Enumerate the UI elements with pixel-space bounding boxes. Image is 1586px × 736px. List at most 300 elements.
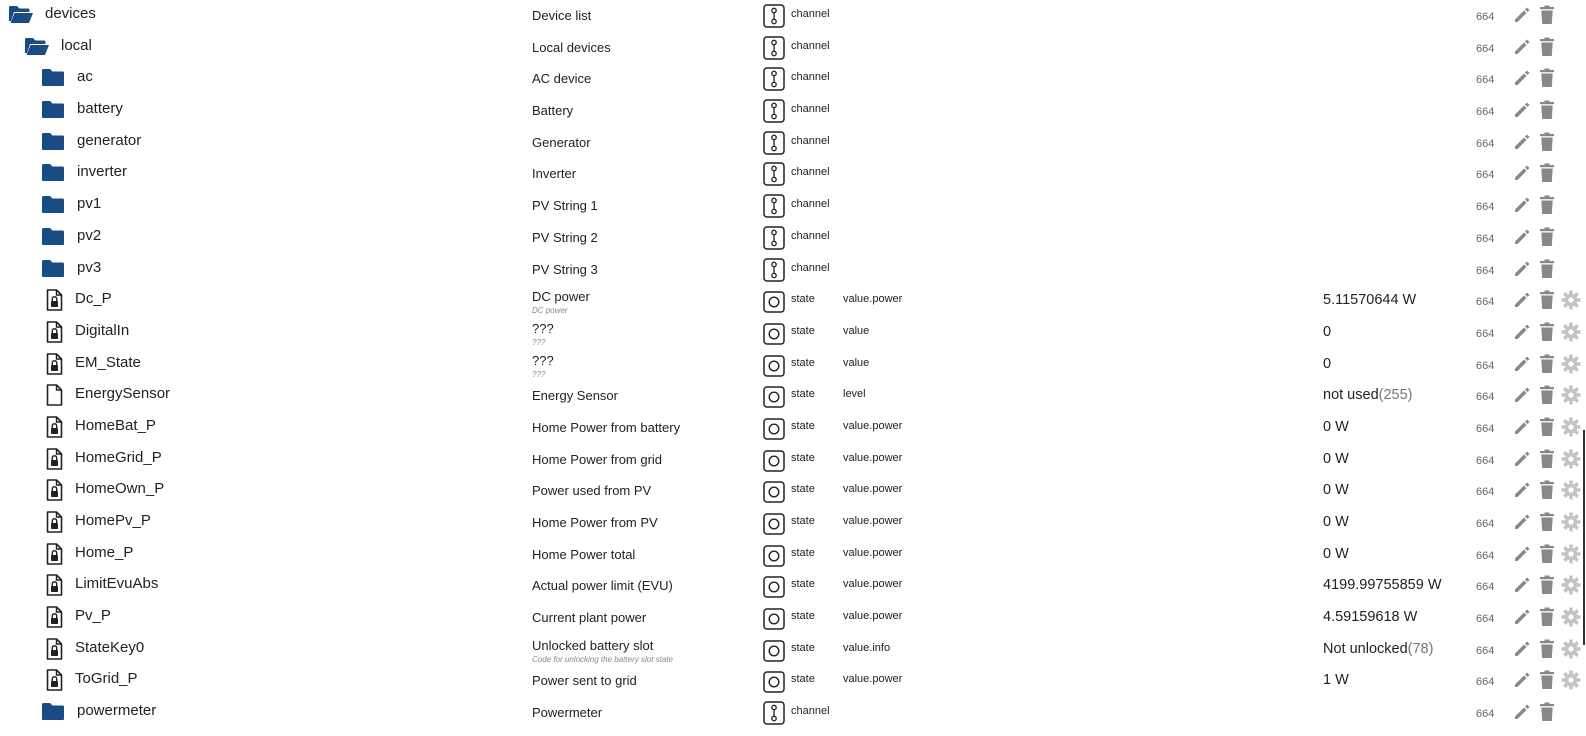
tree-row-limitevuabs[interactable]: [0, 570, 1586, 602]
tree-row-home-p[interactable]: [0, 539, 1586, 571]
object-name[interactable]: devices: [45, 5, 96, 22]
edit-button[interactable]: [1513, 101, 1531, 122]
object-value[interactable]: [1323, 672, 1349, 688]
value-text: Not unlocked: [1323, 640, 1408, 657]
trash-icon: [1539, 107, 1555, 123]
trash-icon: [1539, 519, 1555, 535]
object-description: Device list: [532, 8, 592, 23]
object-role: value.power: [843, 515, 903, 527]
object-type: state: [791, 293, 815, 306]
edit-button[interactable]: [1513, 228, 1531, 249]
object-name[interactable]: pv3: [77, 258, 102, 276]
acl-value[interactable]: 664: [1476, 232, 1495, 245]
object-name[interactable]: LimitEvuAbs: [75, 575, 159, 593]
acl-value[interactable]: 664: [1476, 454, 1495, 467]
channel-type-icon: [763, 162, 785, 189]
object-value[interactable]: [1323, 387, 1413, 403]
trash-icon: [1539, 487, 1555, 503]
pencil-icon: [1513, 106, 1531, 122]
pencil-icon: [1513, 550, 1531, 566]
settings-button[interactable]: [1561, 385, 1581, 408]
object-value[interactable]: [1323, 292, 1416, 308]
value-text: 0 W: [1323, 418, 1349, 435]
folder-open-icon: [24, 37, 50, 59]
object-value[interactable]: [1323, 482, 1349, 498]
object-type: state: [791, 610, 815, 623]
delete-button[interactable]: [1539, 290, 1555, 313]
folder-icon: [41, 163, 65, 185]
edit-button[interactable]: [1513, 703, 1531, 724]
gear-icon: [1561, 677, 1581, 693]
edit-button[interactable]: [1513, 576, 1531, 597]
channel-type-icon: [763, 701, 785, 728]
edit-button[interactable]: [1513, 355, 1531, 376]
object-description-sub: ???: [532, 369, 546, 379]
acl-value[interactable]: 664: [1476, 42, 1495, 55]
acl-value[interactable]: 664: [1476, 74, 1495, 87]
object-description: PV String 2: [532, 229, 598, 245]
tree-row-dc-p[interactable]: [0, 285, 1586, 317]
trash-icon: [1539, 361, 1555, 377]
trash-icon: [1539, 646, 1555, 662]
settings-button[interactable]: [1561, 480, 1581, 503]
trash-icon: [1539, 266, 1555, 282]
state-type-icon: [763, 640, 785, 665]
tree-row-homepv-p[interactable]: [0, 507, 1586, 539]
locked-file-icon: [46, 353, 63, 378]
pencil-icon: [1513, 708, 1531, 724]
tree-row-ac[interactable]: [0, 63, 1586, 95]
object-description: Local devices: [532, 39, 611, 55]
edit-button[interactable]: [1513, 418, 1531, 439]
channel-type-icon: [763, 131, 785, 158]
object-type: state: [791, 356, 815, 369]
object-name[interactable]: HomeBat_P: [75, 416, 156, 434]
delete-button[interactable]: [1539, 575, 1555, 598]
pencil-icon: [1513, 201, 1531, 217]
object-description: PV String 1: [532, 198, 598, 214]
object-description: Power used from PV: [532, 483, 652, 499]
object-description: DC power: [532, 289, 590, 305]
object-name[interactable]: StateKey0: [75, 638, 145, 656]
locked-file-icon: [46, 321, 63, 346]
object-description: Home Power from grid: [532, 451, 663, 467]
object-role: value.power: [843, 419, 903, 432]
edit-button[interactable]: [1513, 608, 1531, 629]
object-value[interactable]: [1323, 419, 1349, 435]
tree-row-pv2[interactable]: [0, 222, 1586, 254]
delete-button[interactable]: [1539, 227, 1555, 250]
tree-row-pv1[interactable]: [0, 190, 1586, 222]
object-description: Inverter: [532, 166, 577, 182]
object-type: state: [791, 388, 815, 401]
scrollbar[interactable]: [1583, 430, 1585, 645]
delete-button[interactable]: [1539, 702, 1555, 725]
pencil-icon: [1513, 296, 1531, 312]
object-type: state: [791, 515, 815, 527]
locked-file-icon: [46, 606, 63, 631]
trash-icon: [1539, 677, 1555, 693]
tree-row-pv3[interactable]: [0, 254, 1586, 286]
tree-row-inverter[interactable]: [0, 158, 1586, 190]
object-role: value: [843, 324, 870, 337]
gear-icon: [1561, 456, 1581, 472]
tree-row-generator[interactable]: [0, 127, 1586, 159]
settings-button[interactable]: [1561, 544, 1581, 567]
object-name[interactable]: HomeOwn_P: [75, 480, 165, 498]
acl-value[interactable]: 664: [1476, 422, 1495, 435]
trash-icon: [1539, 424, 1555, 440]
pencil-icon: [1513, 74, 1531, 90]
object-type: state: [791, 641, 815, 654]
edit-button[interactable]: [1513, 196, 1531, 217]
state-type-icon: [763, 671, 785, 696]
object-description: Current plant power: [532, 610, 647, 626]
object-type: channel: [791, 8, 830, 20]
delete-button[interactable]: [1539, 163, 1555, 186]
tree-row-local[interactable]: [0, 32, 1586, 64]
object-name[interactable]: HomeGrid_P: [75, 448, 162, 466]
object-description: Home Power total: [532, 546, 636, 562]
folder-icon: [41, 68, 65, 90]
trash-icon: [1539, 12, 1555, 28]
pencil-icon: [1513, 581, 1531, 597]
value-text: 5.11570644 W: [1323, 292, 1417, 309]
acl-value[interactable]: 664: [1476, 486, 1495, 499]
locked-file-icon: [46, 669, 63, 694]
gear-icon: [1561, 329, 1581, 345]
gear-icon: [1561, 361, 1581, 377]
value-text: 0 W: [1323, 450, 1349, 467]
acl-value[interactable]: 664: [1476, 169, 1495, 182]
acl-value[interactable]: 664: [1476, 327, 1495, 340]
object-name[interactable]: Home_P: [75, 543, 134, 561]
object-name[interactable]: local: [61, 36, 92, 54]
object-description: Energy Sensor: [532, 388, 618, 404]
acl-value[interactable]: 664: [1476, 644, 1495, 657]
locked-file-icon: [46, 574, 63, 599]
object-description: Unlocked battery slot: [532, 637, 654, 653]
edit-button[interactable]: [1513, 133, 1531, 154]
state-type-icon: [763, 386, 785, 411]
object-type: channel: [791, 39, 830, 52]
acl-value[interactable]: 664: [1476, 391, 1495, 404]
locked-file-icon: [46, 638, 63, 663]
trash-icon: [1539, 582, 1555, 598]
object-description-sub: Code for unlocking the battery slot state: [532, 654, 673, 664]
folder-icon: [41, 227, 65, 249]
object-role: value: [843, 356, 870, 369]
object-name[interactable]: Dc_P: [75, 290, 112, 308]
object-name[interactable]: ac: [77, 68, 93, 86]
object-name[interactable]: ToGrid_P: [75, 670, 138, 688]
value-text: 1 W: [1323, 672, 1349, 689]
locked-file-icon: [46, 289, 63, 314]
trash-icon: [1539, 329, 1555, 345]
value-text: 0: [1323, 323, 1332, 340]
pencil-icon: [1513, 360, 1531, 376]
settings-button[interactable]: [1561, 607, 1581, 630]
pencil-icon: [1513, 138, 1531, 154]
folder-icon: [41, 702, 65, 724]
trash-icon: [1539, 170, 1555, 186]
edit-button[interactable]: [1513, 450, 1531, 471]
delete-button[interactable]: [1539, 670, 1555, 693]
channel-type-icon: [763, 67, 785, 94]
object-name[interactable]: pv2: [77, 226, 102, 244]
locked-file-icon: [46, 416, 63, 441]
object-role: value.power: [843, 451, 903, 464]
settings-button[interactable]: [1561, 290, 1581, 313]
value-text: 0 W: [1323, 545, 1349, 562]
trash-icon: [1539, 139, 1555, 155]
object-value[interactable]: [1323, 609, 1417, 625]
channel-type-icon: [763, 194, 785, 221]
trash-icon: [1539, 456, 1555, 472]
object-description: Generator: [532, 134, 591, 150]
acl-value[interactable]: 664: [1476, 11, 1495, 23]
edit-button[interactable]: [1513, 640, 1531, 661]
object-role: value.power: [843, 546, 903, 559]
delete-button[interactable]: [1539, 5, 1555, 28]
edit-button[interactable]: [1513, 323, 1531, 344]
delete-button[interactable]: [1539, 322, 1555, 345]
object-role: value.power: [843, 293, 903, 306]
edit-button[interactable]: [1513, 386, 1531, 407]
value-text: not used: [1323, 387, 1379, 404]
delete-button[interactable]: [1539, 68, 1555, 91]
edit-button[interactable]: [1513, 38, 1531, 59]
state-type-icon: [763, 291, 785, 316]
folder-icon: [41, 195, 65, 217]
edit-button[interactable]: [1513, 513, 1531, 534]
locked-file-icon: [46, 448, 63, 473]
delete-button[interactable]: [1539, 449, 1555, 472]
edit-button[interactable]: [1513, 260, 1531, 281]
state-type-icon: [763, 481, 785, 506]
settings-button[interactable]: [1561, 449, 1581, 472]
folder-icon: [41, 100, 65, 122]
edit-button[interactable]: [1513, 164, 1531, 185]
pencil-icon: [1513, 613, 1531, 629]
tree-row-digitalin[interactable]: [0, 317, 1586, 349]
object-role: value.power: [843, 483, 903, 496]
object-type: channel: [791, 166, 830, 179]
acl-value[interactable]: 664: [1476, 708, 1495, 721]
delete-button[interactable]: [1539, 37, 1555, 60]
object-description: AC device: [532, 71, 592, 87]
object-description-sub: ???: [532, 337, 546, 347]
value-text: 4.59159618 W: [1323, 609, 1418, 626]
object-description: Power sent to grid: [532, 673, 637, 689]
delete-button[interactable]: [1539, 259, 1555, 282]
delete-button[interactable]: [1539, 480, 1555, 503]
gear-icon: [1561, 424, 1581, 440]
settings-button[interactable]: [1561, 512, 1581, 535]
pencil-icon: [1513, 423, 1531, 439]
channel-type-icon: [763, 36, 785, 63]
object-name[interactable]: Pv_P: [75, 607, 111, 625]
settings-button[interactable]: [1561, 322, 1581, 345]
pencil-icon: [1513, 455, 1531, 471]
object-name[interactable]: battery: [77, 100, 123, 118]
pencil-icon: [1513, 676, 1531, 692]
gear-icon: [1561, 646, 1581, 662]
settings-button[interactable]: [1561, 670, 1581, 693]
pencil-icon: [1513, 486, 1531, 502]
delete-button[interactable]: [1539, 607, 1555, 630]
object-role: value.power: [843, 673, 903, 686]
object-name[interactable]: DigitalIn: [75, 321, 130, 339]
edit-button[interactable]: [1513, 291, 1531, 312]
trash-icon: [1539, 709, 1555, 725]
state-type-icon: [763, 576, 785, 601]
gear-icon: [1561, 614, 1581, 630]
state-type-icon: [763, 418, 785, 443]
object-type: state: [791, 578, 815, 591]
tree-row-em-state[interactable]: [0, 349, 1586, 381]
delete-button[interactable]: [1539, 100, 1555, 123]
delete-button[interactable]: [1539, 195, 1555, 218]
gear-icon: [1561, 582, 1581, 598]
trash-icon: [1539, 234, 1555, 250]
edit-button[interactable]: [1513, 671, 1531, 692]
delete-button[interactable]: [1539, 639, 1555, 662]
object-name[interactable]: generator: [77, 131, 142, 149]
object-name[interactable]: EM_State: [75, 353, 141, 371]
object-value[interactable]: [1323, 324, 1331, 340]
object-description: Home Power from battery: [532, 419, 681, 435]
delete-button[interactable]: [1539, 354, 1555, 377]
trash-icon: [1539, 202, 1555, 218]
acl-value[interactable]: 664: [1476, 264, 1495, 277]
trash-icon: [1539, 614, 1555, 630]
acl-value[interactable]: 664: [1476, 106, 1495, 119]
object-value[interactable]: [1323, 356, 1331, 372]
object-type: state: [791, 451, 815, 464]
delete-button[interactable]: [1539, 132, 1555, 155]
file-icon: [46, 384, 63, 409]
tree-row-homeown-p[interactable]: [0, 475, 1586, 507]
folder-open-icon: [8, 5, 34, 27]
pencil-icon: [1513, 169, 1531, 185]
object-value[interactable]: [1323, 451, 1349, 467]
settings-button[interactable]: [1561, 639, 1581, 662]
delete-button[interactable]: [1539, 544, 1555, 567]
value-text: 0: [1323, 355, 1332, 372]
acl-value[interactable]: 664: [1476, 296, 1495, 309]
state-type-icon: [763, 608, 785, 633]
object-role: level: [843, 388, 866, 401]
edit-button[interactable]: [1513, 545, 1531, 566]
acl-value[interactable]: 664: [1476, 518, 1495, 530]
value-enum-number: (78): [1407, 640, 1434, 657]
settings-button[interactable]: [1561, 354, 1581, 377]
object-description-sub: DC power: [532, 306, 568, 316]
object-description: PV String 3: [532, 261, 598, 277]
object-name[interactable]: HomePv_P: [75, 512, 151, 529]
tree-row-homebat-p[interactable]: [0, 412, 1586, 444]
delete-button[interactable]: [1539, 417, 1555, 440]
value-text: 0 W: [1323, 514, 1349, 530]
locked-file-icon: [46, 543, 63, 568]
object-type: state: [791, 546, 815, 559]
object-type: channel: [791, 705, 830, 718]
folder-icon: [41, 259, 65, 281]
acl-value[interactable]: 664: [1476, 613, 1495, 626]
state-type-icon: [763, 513, 785, 538]
object-type: state: [791, 483, 815, 496]
object-type: channel: [791, 103, 830, 116]
object-value[interactable]: [1323, 641, 1433, 657]
acl-value[interactable]: 664: [1476, 137, 1495, 150]
object-role: value.power: [843, 578, 903, 591]
object-description: ???: [532, 352, 554, 368]
object-name[interactable]: powermeter: [77, 702, 157, 720]
object-type: channel: [791, 71, 830, 84]
delete-button[interactable]: [1539, 512, 1555, 535]
object-value[interactable]: [1323, 514, 1349, 530]
object-name[interactable]: pv1: [77, 195, 102, 213]
tree-row-togrid-p[interactable]: [0, 665, 1586, 697]
object-description: Actual power limit (EVU): [532, 578, 673, 594]
tree-row-powermeter[interactable]: [0, 697, 1586, 729]
pencil-icon: [1513, 518, 1531, 534]
object-name[interactable]: inverter: [77, 163, 128, 181]
edit-button[interactable]: [1513, 481, 1531, 502]
object-name[interactable]: EnergySensor: [75, 385, 171, 403]
pencil-icon: [1513, 11, 1531, 27]
pencil-icon: [1513, 328, 1531, 344]
channel-type-icon: [763, 4, 785, 31]
gear-icon: [1561, 297, 1581, 313]
tree-row-devices[interactable]: [0, 0, 1586, 32]
trash-icon: [1539, 297, 1555, 313]
settings-button[interactable]: [1561, 417, 1581, 440]
object-type: state: [791, 419, 815, 432]
object-role: value.info: [843, 641, 891, 654]
gear-icon: [1561, 392, 1581, 408]
acl-value[interactable]: 664: [1476, 676, 1495, 689]
tree-row-statekey0[interactable]: [0, 634, 1586, 666]
acl-value[interactable]: 664: [1476, 201, 1495, 214]
object-type: channel: [791, 229, 830, 242]
tree-row-pv-p[interactable]: [0, 602, 1586, 634]
gear-icon: [1561, 519, 1581, 535]
gear-icon: [1561, 487, 1581, 503]
delete-button[interactable]: [1539, 385, 1555, 408]
edit-button[interactable]: [1513, 6, 1531, 27]
tree-row-energysensor[interactable]: [0, 380, 1586, 412]
pencil-icon: [1513, 645, 1531, 661]
trash-icon: [1539, 551, 1555, 567]
channel-type-icon: [763, 99, 785, 126]
acl-value[interactable]: 664: [1476, 359, 1495, 372]
locked-file-icon: [46, 511, 63, 536]
object-value[interactable]: [1323, 577, 1442, 593]
settings-button[interactable]: [1561, 575, 1581, 598]
tree-row-homegrid-p[interactable]: [0, 444, 1586, 476]
folder-icon: [41, 132, 65, 154]
pencil-icon: [1513, 391, 1531, 407]
trash-icon: [1539, 75, 1555, 91]
object-value[interactable]: [1323, 546, 1349, 562]
channel-type-icon: [763, 226, 785, 253]
edit-button[interactable]: [1513, 69, 1531, 90]
acl-value[interactable]: 664: [1476, 581, 1495, 594]
tree-row-battery[interactable]: [0, 95, 1586, 127]
acl-value[interactable]: 664: [1476, 549, 1495, 562]
